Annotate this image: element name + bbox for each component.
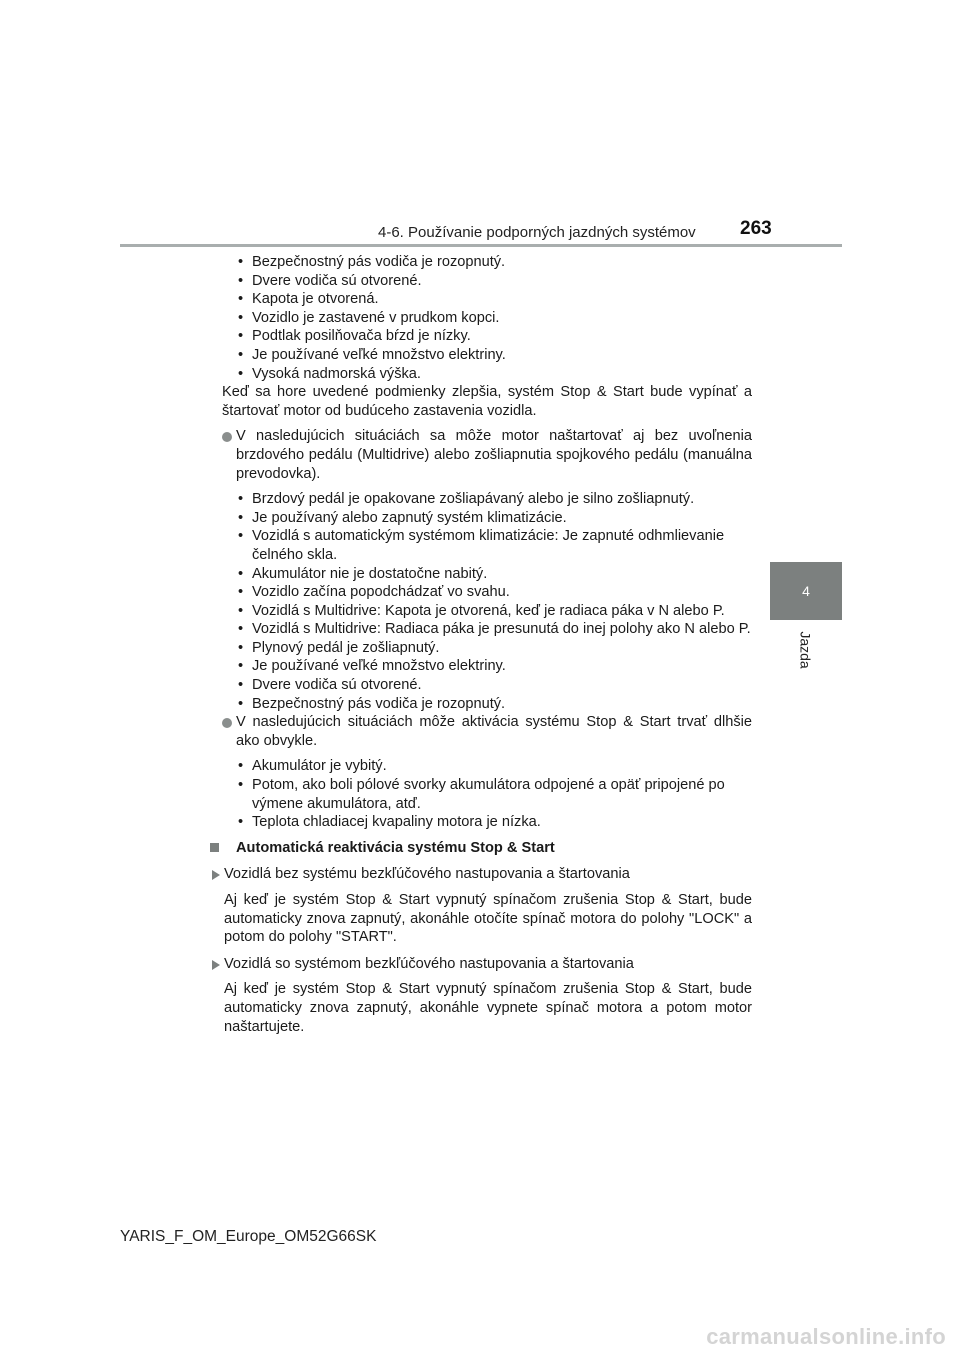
list-item: • Teplota chladiacej kvapaliny motora je nízka. xyxy=(238,813,752,832)
conditions-list-2 xyxy=(222,490,752,713)
list-item: • Vozidlá s automatickým systémom klimatizácie: Je zapnuté odhmlievanie čelného skla. xyxy=(238,527,752,564)
list-item: • Brzdový pedál je opakovane zošliapávaný alebo je silno zošliapnutý. xyxy=(238,490,752,509)
triangle-bullet-icon xyxy=(212,870,220,880)
running-header: 4-6. Používanie podporných jazdných systémov xyxy=(378,224,696,241)
list-item: • Dvere vodiča sú otvorené. xyxy=(238,676,752,695)
list-item: • Vozidlo je zastavené v prudkom kopci. xyxy=(238,309,752,328)
paragraph: Aj keď je systém Stop & Start vypnutý spínačom zrušenia Stop & Start, bude automaticky znova zapnutý, akonáhle vypnete spínač motora a potom motor naštartujete. xyxy=(224,981,752,1035)
list-item: • Podtlak posilňovača bŕzd je nízky. xyxy=(238,327,752,346)
square-bullet-icon xyxy=(210,843,219,852)
sub-heading-text: Vozidlá bez systému bezkľúčového nastupovania a štartovania xyxy=(224,866,630,883)
page-number: 263 xyxy=(740,218,772,239)
list-item: • Kapota je otvorená. xyxy=(238,290,752,309)
section-heading xyxy=(222,839,752,858)
paragraph: Aj keď je systém Stop & Start vypnutý spínačom zrušenia Stop & Start, bude automaticky znova zapnutý, akonáhle otočíte spínač motora do polohy "LOCK" a potom do polohy "START". xyxy=(224,892,752,946)
list-item: • Bezpečnostný pás vodiča je rozopnutý. xyxy=(238,253,752,272)
sub-heading xyxy=(222,865,752,884)
header-rule xyxy=(120,244,842,247)
list-item: • Bezpečnostný pás vodiča je rozopnutý. xyxy=(238,695,752,714)
list-item: • Dvere vodiča sú otvorené. xyxy=(238,272,752,291)
bullet-text: V nasledujúcich situáciách môže aktivácia systému Stop & Start trvať dlhšie ako obvykle. xyxy=(236,714,752,749)
paragraph: Keď sa hore uvedené podmienky zlepšia, systém Stop & Start bude vypínať a štartovať motor od budúceho zastavenia vozidla. xyxy=(222,384,752,419)
list-item: • Vozidlá s Multidrive: Kapota je otvorená, keď je radiaca páka v N alebo P. xyxy=(238,602,752,621)
list-item: • Je používané veľké množstvo elektriny. xyxy=(238,657,752,676)
watermark[interactable]: carmanualsonline.info xyxy=(706,1324,946,1349)
page-content xyxy=(222,253,752,1036)
conditions-list-3 xyxy=(222,757,752,831)
list-item: • Je používaný alebo zapnutý systém klimatizácie. xyxy=(238,509,752,528)
chapter-tab xyxy=(770,562,842,620)
list-item: • Akumulátor nie je dostatočne nabitý. xyxy=(238,565,752,584)
conditions-list-1 xyxy=(222,253,752,383)
document-code: YARIS_F_OM_Europe_OM52G66SK xyxy=(120,1228,377,1245)
bullet-text: V nasledujúcich situáciách sa môže motor naštartovať aj bez uvoľnenia brzdového pedálu (Multidrive) alebo zošliapnutia spojkového pedálu (manuálna prevodovka). xyxy=(236,428,752,482)
sub-heading-text: Vozidlá so systémom bezkľúčového nastupovania a štartovania xyxy=(224,955,634,972)
section-heading-text: Automatická reaktivácia systému Stop & Start xyxy=(236,839,555,856)
list-item: • Je používané veľké množstvo elektriny. xyxy=(238,346,752,365)
bullet-dot-icon xyxy=(222,432,232,442)
chapter-label-text: Jazda xyxy=(797,631,814,669)
sub-heading xyxy=(222,955,752,974)
bullet-paragraph xyxy=(222,427,752,483)
bullet-dot-icon xyxy=(222,718,232,728)
triangle-bullet-icon xyxy=(212,960,220,970)
bullet-paragraph xyxy=(222,713,752,750)
list-item: • Akumulátor je vybitý. xyxy=(238,757,752,776)
chapter-number: 4 xyxy=(802,583,810,599)
list-item: • Vysoká nadmorská výška. xyxy=(238,365,752,384)
list-item: • Potom, ako boli pólové svorky akumulátora odpojené a opäť pripojené po výmene akumulátora, atď. xyxy=(238,776,752,813)
chapter-label xyxy=(780,628,832,672)
list-item: • Vozidlo začína popodchádzať vo svahu. xyxy=(238,583,752,602)
list-item: • Plynový pedál je zošliapnutý. xyxy=(238,639,752,658)
list-item: • Vozidlá s Multidrive: Radiaca páka je presunutá do inej polohy ako N alebo P. xyxy=(238,620,752,639)
